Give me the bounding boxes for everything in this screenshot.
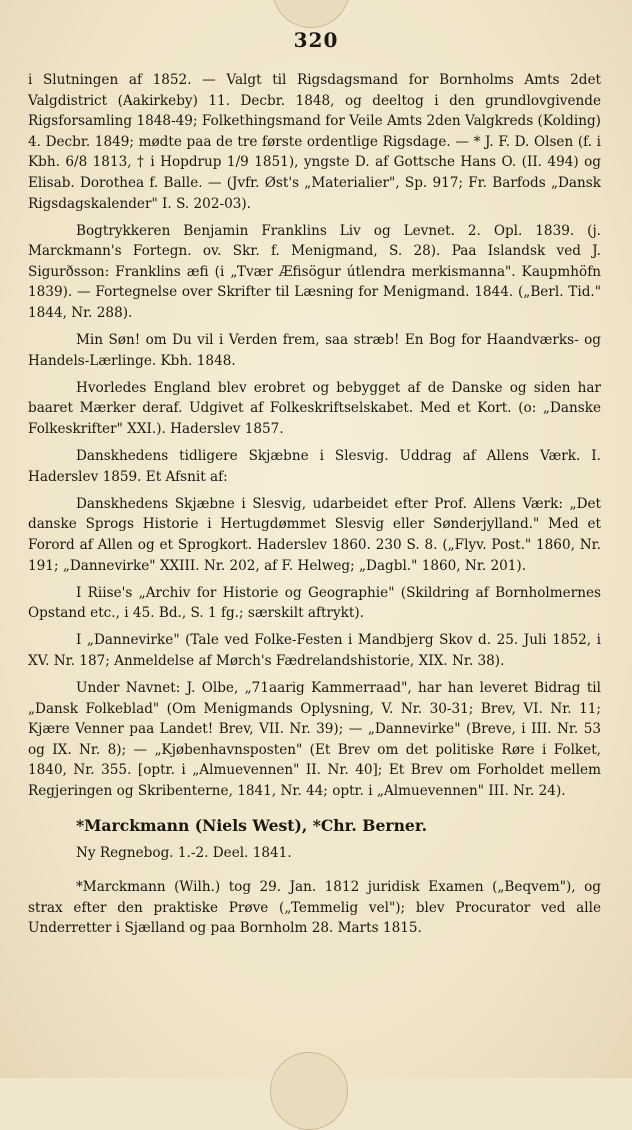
- paragraph-marckmann-wilh: *Marckmann (Wilh.) tog 29. Jan. 1812 juridisk Examen („Beqvem"), og strax efter den praktiske Prøve („Temmelig vel"); blev Procurator ved alle Underretter i Sjælland og paa Bornholm 28. Marts 1815.: [28, 879, 601, 937]
- paragraph-danskhedens-skjaebne: Danskhedens Skjæbne i Slesvig, udarbeidet efter Prof. Allens Værk: „Det danske Sprogs Historie i Hertugdømmet Slesvig eller Sønderjylland." Med et Forord af Allen og et Sprogkort. Haderslev 1860. 230 S. 8. („Flyv. Post." 1860, Nr. 191; „Dannevirke" XXIII. Nr. 202, af F. Helweg; „Dagbl." 1860, Nr. 201).: [28, 495, 601, 574]
- punch-hole-top: [272, 0, 350, 28]
- paragraph-riise-archiv: I Riise's „Archiv for Historie og Geographie" (Skildring af Bornholmernes Opstand etc., i 45. Bd., S. 1 fg.; særskilt aftrykt).: [28, 584, 601, 622]
- paragraph-danskhedens-tidligere: Danskhedens tidligere Skjæbne i Slesvig. Uddrag af Allens Værk. I. Haderslev 1859. Et Afsnit af:: [28, 448, 601, 485]
- paragraph-franklin: Bogtrykkeren Benjamin Franklins Liv og Levnet. 2. Opl. 1839. (j. Marckmann's Fortegn. ov. Skr. f. Menigmand, S. 28). Paa Islandsk ved J. Sigurðsson: Franklins æfi (i „Tvær Æfisögur útlendra merkismanna". Kaupmhöfn 1839). — Fortegnelse over Skrifter til Læsning for Menigmand. 1844. („Berl. Tid." 1844, Nr. 288).: [28, 222, 601, 322]
- paragraph-regnebog: Ny Regnebog. 1.-2. Deel. 1841.: [76, 844, 292, 861]
- paragraph-biography: i Slutningen af 1852. — Valgt til Rigsdagsmand for Bornholms Amts 2det Valgdistrict (Aakirkeby) 11. Decbr. 1848, og deeltog i den grundlovgivende Rigsforsamling 1848-49; Folkethingsmand for Veile Amts 2den Valgkreds (Kolding) 4. Decbr. 1849; mødte paa de tre første ordentlige Rigsdage. — * J. F. D. Olsen (f. i Kbh. 6/8 1813, † i Hopdrup 1/9 1851), yngste D. af Gottsche Hans O. (II. 494) og Elisab. Dorothea f. Balle. — (Jvfr. Øst's „Materialier", Sp. 917; Fr. Barfods „Dansk Rigsdagskalender" I. S. 202-03).: [28, 72, 601, 212]
- page-number: 320: [293, 28, 339, 52]
- paragraph-olbe: Under Navnet: J. Olbe, „71aarig Kammerraad", har han leveret Bidrag til „Dansk Folkeblad" (Om Menigmands Oplysning, V. Nr. 30-31; Brev, VI. Nr. 11; Kjære Venner paa Landet! Brev, VII. Nr. 39); — „Dannevirke" (Breve, i III. Nr. 53 og IX. Nr. 8); — „Kjøbenhavnsposten" (Et Brev om det politiske Røre i Folket, 1840, Nr. 355. [optr. i „Almuevennen" II. Nr. 40]; Et Brev om Forholdet mellem Regjeringen og Skribenterne, 1841, Nr. 44; optr. i „Almuevennen" III. Nr. 24).: [28, 680, 601, 799]
- heading-marckmann-niels: *Marckmann (Niels West), *Chr. Berner.: [76, 815, 428, 835]
- punch-hole-bottom: [270, 1052, 348, 1130]
- paragraph-england: Hvorledes England blev erobret og bebygget af de Danske og siden har baaret Mærker deraf. Udgivet af Folkeskriftselskabet. Med et Kort. (o: „Danske Folkeskrifter" XXI.). Haderslev 1857.: [28, 379, 601, 437]
- paragraph-dannevirke: I „Dannevirke" (Tale ved Folke-Festen i Mandbjerg Skov d. 25. Juli 1852, i XV. Nr. 187; Anmeldelse af Mørch's Fædrelandshistorie, XIX. Nr. 38).: [28, 632, 601, 669]
- paragraph-min-son: Min Søn! om Du vil i Verden frem, saa stræb! En Bog for Haandværks- og Handels-Lærlinge. Kbh. 1848.: [28, 332, 601, 369]
- page-text: [28, 70, 601, 939]
